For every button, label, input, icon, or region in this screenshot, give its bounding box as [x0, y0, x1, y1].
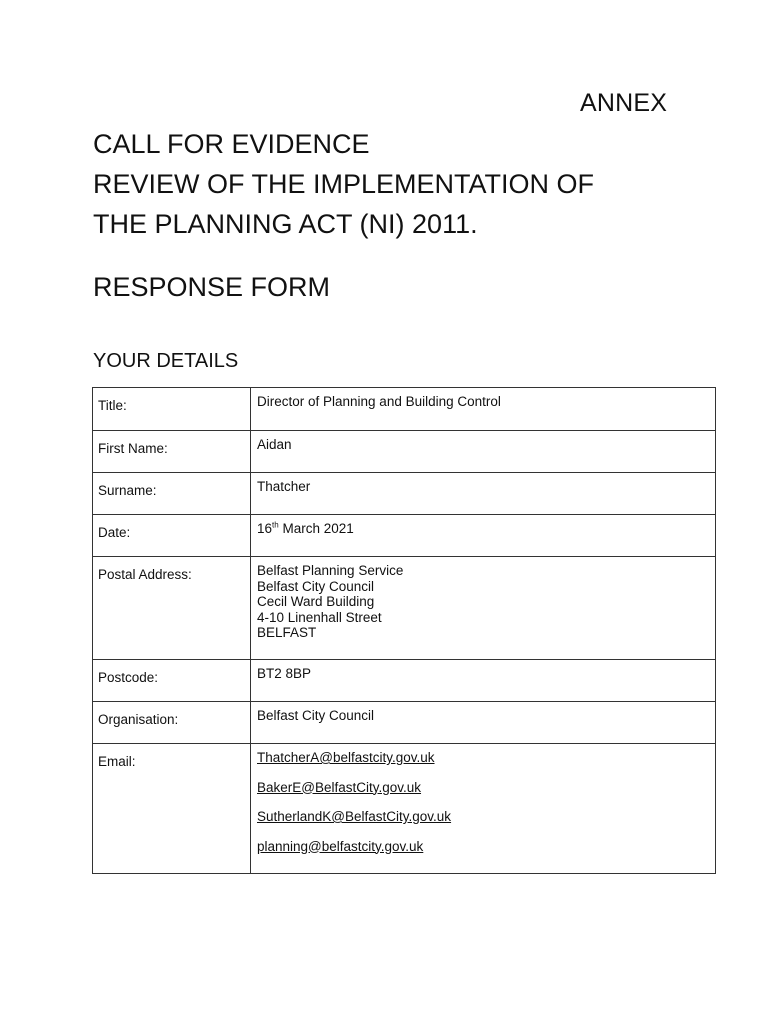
- address-line-4: 4-10 Linenhall Street: [257, 609, 382, 625]
- address-line-3: Cecil Ward Building: [257, 594, 375, 609]
- surname-label-cell: [93, 473, 251, 515]
- surname-value-cell: [251, 473, 716, 515]
- email-link-sutherland[interactable]: SutherlandK@BelfastCity.gov.uk: [257, 809, 452, 824]
- address-line-2: Belfast City Council: [257, 578, 375, 594]
- email-label-cell: [93, 744, 251, 874]
- annex-label: ANNEX: [580, 89, 668, 117]
- email-link-thatcher[interactable]: ThatcherA@belfastcity.gov.uk: [257, 750, 435, 765]
- details-table: [92, 387, 716, 874]
- document-title-line-2: REVIEW OF THE IMPLEMENTATION OF: [93, 169, 595, 199]
- postcode-label: Postcode:: [98, 670, 159, 685]
- email-list: [257, 744, 715, 855]
- title-label: Title:: [98, 398, 127, 413]
- table-row-email: [93, 744, 716, 874]
- address-line-5: BELFAST: [257, 625, 317, 640]
- date-label: Date:: [98, 525, 131, 540]
- organisation-label-cell: [93, 702, 251, 744]
- email-label: Email:: [98, 754, 136, 769]
- table-row-postcode: [93, 660, 716, 702]
- postcode-label-cell: [93, 660, 251, 702]
- postal-address-label: Postal Address:: [98, 567, 192, 582]
- organisation-value: Belfast City Council: [257, 708, 375, 723]
- date-ordinal-suffix: th: [272, 520, 279, 530]
- first-name-value-cell: [251, 431, 716, 473]
- date-day: 16: [257, 521, 273, 536]
- first-name-label: First Name:: [98, 441, 168, 456]
- email-link-planning[interactable]: planning@belfastcity.gov.uk: [257, 838, 424, 854]
- surname-label: Surname:: [98, 483, 157, 498]
- document-title-line-1: CALL FOR EVIDENCE: [93, 129, 370, 159]
- table-row-date: [93, 515, 716, 557]
- table-row-surname: [93, 473, 716, 515]
- document-title-line-3: THE PLANNING ACT (NI) 2011.: [93, 209, 478, 239]
- surname-value: Thatcher: [257, 479, 311, 494]
- postal-address-label-cell: [93, 557, 251, 660]
- email-value-cell: [251, 744, 716, 874]
- address-line-1: Belfast Planning Service: [257, 563, 404, 578]
- table-row-postal-address: [93, 557, 716, 660]
- your-details-heading: YOUR DETAILS: [93, 350, 239, 372]
- title-label-cell: [93, 388, 251, 431]
- postal-address-value-cell: [251, 557, 716, 660]
- date-value-cell: [251, 515, 716, 557]
- table-row-organisation: [93, 702, 716, 744]
- first-name-value: Aidan: [257, 437, 292, 452]
- title-value-cell: [251, 388, 716, 431]
- postal-address-value: [257, 557, 715, 641]
- email-link-baker[interactable]: BakerE@BelfastCity.gov.uk: [257, 779, 422, 795]
- organisation-value-cell: [251, 702, 716, 744]
- organisation-label: Organisation:: [98, 712, 179, 727]
- date-label-cell: [93, 515, 251, 557]
- table-row-title: [93, 388, 716, 431]
- postcode-value: BT2 8BP: [257, 666, 312, 681]
- first-name-label-cell: [93, 431, 251, 473]
- title-value: Director of Planning and Building Control: [257, 394, 501, 409]
- postcode-value-cell: [251, 660, 716, 702]
- date-month-year: March 2021: [278, 521, 354, 536]
- table-row-first-name: [93, 431, 716, 473]
- response-form-heading: RESPONSE FORM: [93, 272, 331, 302]
- date-value: [257, 515, 715, 537]
